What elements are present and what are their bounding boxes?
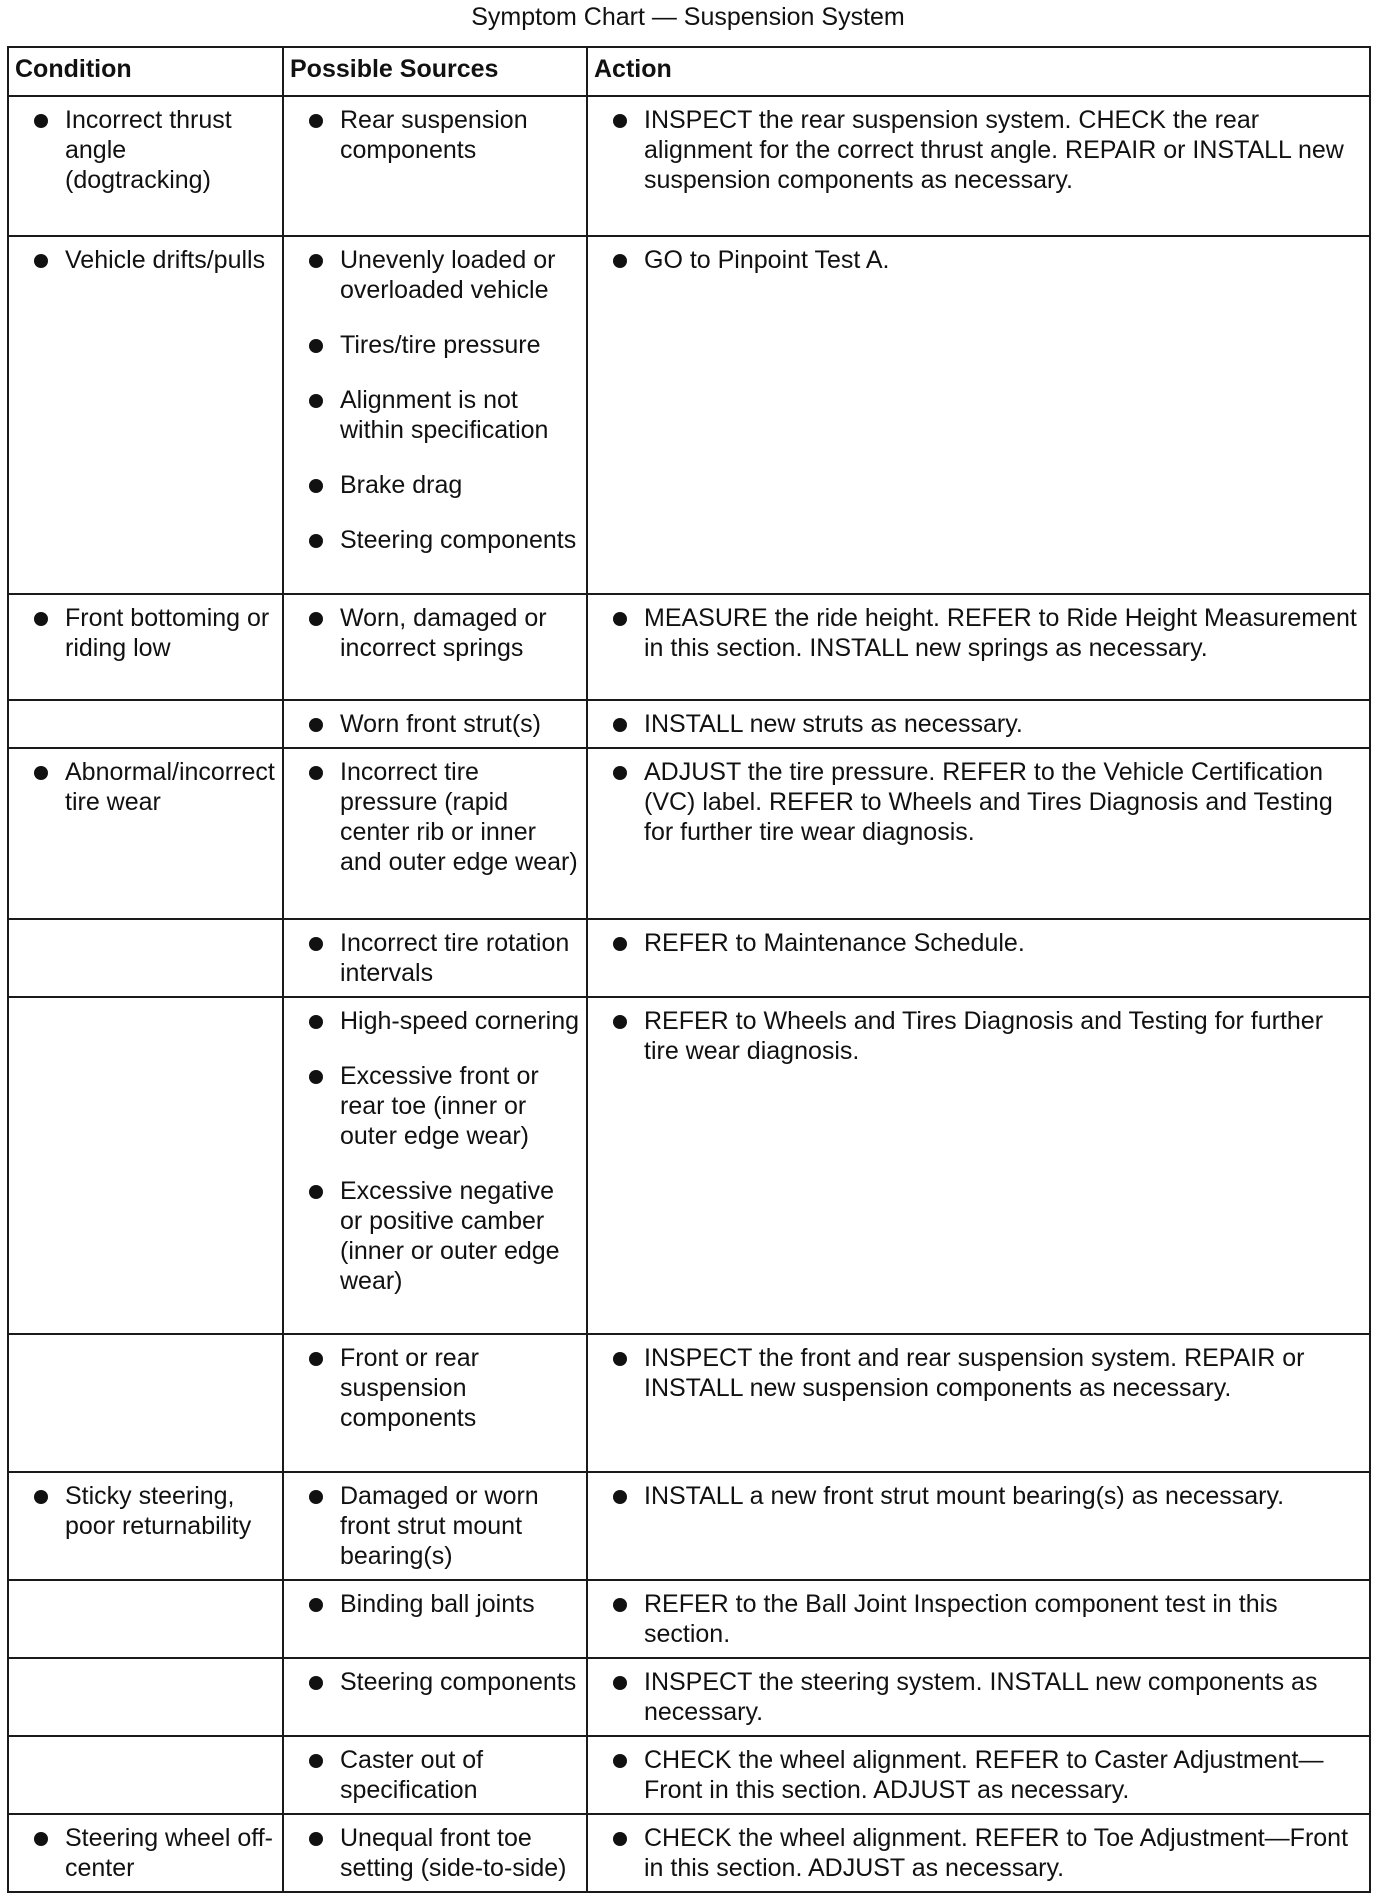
action-item: INSPECT the front and rear suspension system. REPAIR or INSTALL new suspension components as necessary.: [594, 1343, 1363, 1403]
condition-cell: [8, 1472, 283, 1580]
column-header-condition: Condition: [8, 47, 283, 96]
condition-item: Sticky steering, poor returnability: [15, 1481, 276, 1541]
source-item: Brake drag: [290, 470, 580, 500]
action-cell: [587, 919, 1370, 997]
action-list: [594, 245, 1363, 275]
sources-list: [290, 757, 580, 877]
action-list: [594, 1823, 1363, 1883]
possible-sources-cell: [283, 236, 587, 594]
action-cell: [587, 1658, 1370, 1736]
page-title: Symptom Chart — Suspension System: [471, 3, 905, 31]
possible-sources-cell: [283, 997, 587, 1334]
action-cell: [587, 1736, 1370, 1814]
action-list: [594, 1667, 1363, 1727]
condition-cell: [8, 594, 283, 700]
action-cell: [587, 236, 1370, 594]
action-cell: [587, 1472, 1370, 1580]
possible-sources-cell: [283, 1736, 587, 1814]
condition-item: Incorrect thrust angle (dogtracking): [15, 105, 276, 195]
table-row: [8, 1334, 1370, 1472]
action-cell: [587, 997, 1370, 1334]
sources-list: [290, 1006, 580, 1296]
sources-list: [290, 105, 580, 165]
action-list: [594, 105, 1363, 195]
table-row: [8, 748, 1370, 919]
source-item: Caster out of specification: [290, 1745, 580, 1805]
action-item: INSPECT the steering system. INSTALL new components as necessary.: [594, 1667, 1363, 1727]
action-list: [594, 603, 1363, 663]
sources-list: [290, 1481, 580, 1571]
source-item: Alignment is not within specification: [290, 385, 580, 445]
table-row: [8, 1658, 1370, 1736]
condition-list: [15, 1823, 276, 1883]
possible-sources-cell: [283, 700, 587, 748]
source-item: Excessive negative or positive camber (inner or outer edge wear): [290, 1176, 580, 1296]
action-item: REFER to the Ball Joint Inspection component test in this section.: [594, 1589, 1363, 1649]
condition-cell: [8, 236, 283, 594]
action-cell: [587, 1334, 1370, 1472]
sources-list: [290, 928, 580, 988]
condition-cell: [8, 1736, 283, 1814]
action-cell: [587, 1580, 1370, 1658]
action-cell: [587, 748, 1370, 919]
condition-list: [15, 1481, 276, 1541]
sources-list: [290, 603, 580, 663]
action-item: INSTALL new struts as necessary.: [594, 709, 1363, 739]
table-body: [8, 96, 1370, 1892]
source-item: Unevenly loaded or overloaded vehicle: [290, 245, 580, 305]
symptom-chart-table: [7, 46, 1371, 1893]
possible-sources-cell: [283, 1334, 587, 1472]
source-item: Damaged or worn front strut mount bearing(s): [290, 1481, 580, 1571]
table-row: [8, 919, 1370, 997]
source-item: Excessive front or rear toe (inner or outer edge wear): [290, 1061, 580, 1151]
condition-list: [15, 757, 276, 817]
action-item: ADJUST the tire pressure. REFER to the Vehicle Certification (VC) label. REFER to Wheels and Tires Diagnosis and Testing for further tire wear diagnosis.: [594, 757, 1363, 847]
possible-sources-cell: [283, 748, 587, 919]
sources-list: [290, 1343, 580, 1433]
header-row: [8, 47, 1370, 96]
action-list: [594, 1006, 1363, 1066]
source-item: Binding ball joints: [290, 1589, 580, 1619]
possible-sources-cell: [283, 594, 587, 700]
action-list: [594, 1745, 1363, 1805]
condition-cell: [8, 919, 283, 997]
possible-sources-cell: [283, 1658, 587, 1736]
sources-list: [290, 1589, 580, 1619]
source-item: Tires/tire pressure: [290, 330, 580, 360]
condition-cell: [8, 96, 283, 236]
action-list: [594, 757, 1363, 847]
column-header-action: Action: [587, 47, 1370, 96]
condition-cell: [8, 1658, 283, 1736]
action-item: CHECK the wheel alignment. REFER to Caster Adjustment—Front in this section. ADJUST as necessary.: [594, 1745, 1363, 1805]
table-row: [8, 700, 1370, 748]
source-item: Incorrect tire rotation intervals: [290, 928, 580, 988]
sources-list: [290, 1667, 580, 1697]
source-item: Rear suspension components: [290, 105, 580, 165]
condition-item: Abnormal/incorrect tire wear: [15, 757, 276, 817]
table-row: [8, 594, 1370, 700]
source-item: Steering components: [290, 1667, 580, 1697]
action-cell: [587, 700, 1370, 748]
sources-list: [290, 245, 580, 555]
action-list: [594, 1481, 1363, 1511]
action-list: [594, 928, 1363, 958]
condition-item: Steering wheel off-center: [15, 1823, 276, 1883]
source-item: Incorrect tire pressure (rapid center rib or inner and outer edge wear): [290, 757, 580, 877]
source-item: Worn, damaged or incorrect springs: [290, 603, 580, 663]
action-list: [594, 1343, 1363, 1403]
action-item: CHECK the wheel alignment. REFER to Toe Adjustment—Front in this section. ADJUST as necessary.: [594, 1823, 1363, 1883]
column-header-possible-sources: Possible Sources: [283, 47, 587, 96]
condition-list: [15, 105, 276, 195]
action-item: INSTALL a new front strut mount bearing(s) as necessary.: [594, 1481, 1363, 1511]
action-cell: [587, 1814, 1370, 1892]
source-item: Steering components: [290, 525, 580, 555]
condition-list: [15, 603, 276, 663]
condition-cell: [8, 1580, 283, 1658]
action-list: [594, 709, 1363, 739]
condition-list: [15, 245, 276, 275]
possible-sources-cell: [283, 1580, 587, 1658]
source-item: Worn front strut(s): [290, 709, 580, 739]
table-row: [8, 997, 1370, 1334]
sources-list: [290, 1745, 580, 1805]
source-item: Front or rear suspension components: [290, 1343, 580, 1433]
possible-sources-cell: [283, 919, 587, 997]
sources-list: [290, 1823, 580, 1883]
action-item: INSPECT the rear suspension system. CHECK the rear alignment for the correct thrust angle. REPAIR or INSTALL new suspension components as necessary.: [594, 105, 1363, 195]
action-item: MEASURE the ride height. REFER to Ride Height Measurement in this section. INSTALL new springs as necessary.: [594, 603, 1363, 663]
possible-sources-cell: [283, 1814, 587, 1892]
condition-cell: [8, 1814, 283, 1892]
table-row: [8, 236, 1370, 594]
action-item: REFER to Wheels and Tires Diagnosis and Testing for further tire wear diagnosis.: [594, 1006, 1363, 1066]
action-list: [594, 1589, 1363, 1649]
source-item: Unequal front toe setting (side-to-side): [290, 1823, 580, 1883]
possible-sources-cell: [283, 96, 587, 236]
condition-cell: [8, 748, 283, 919]
action-item: REFER to Maintenance Schedule.: [594, 928, 1363, 958]
action-item: GO to Pinpoint Test A.: [594, 245, 1363, 275]
table-row: [8, 1580, 1370, 1658]
possible-sources-cell: [283, 1472, 587, 1580]
table-row: [8, 1814, 1370, 1892]
action-cell: [587, 594, 1370, 700]
condition-item: Front bottoming or riding low: [15, 603, 276, 663]
condition-cell: [8, 997, 283, 1334]
action-cell: [587, 96, 1370, 236]
table-row: [8, 96, 1370, 236]
table-row: [8, 1472, 1370, 1580]
sources-list: [290, 709, 580, 739]
condition-cell: [8, 700, 283, 748]
table-row: [8, 1736, 1370, 1814]
condition-cell: [8, 1334, 283, 1472]
condition-item: Vehicle drifts/pulls: [15, 245, 276, 275]
source-item: High-speed cornering: [290, 1006, 580, 1036]
